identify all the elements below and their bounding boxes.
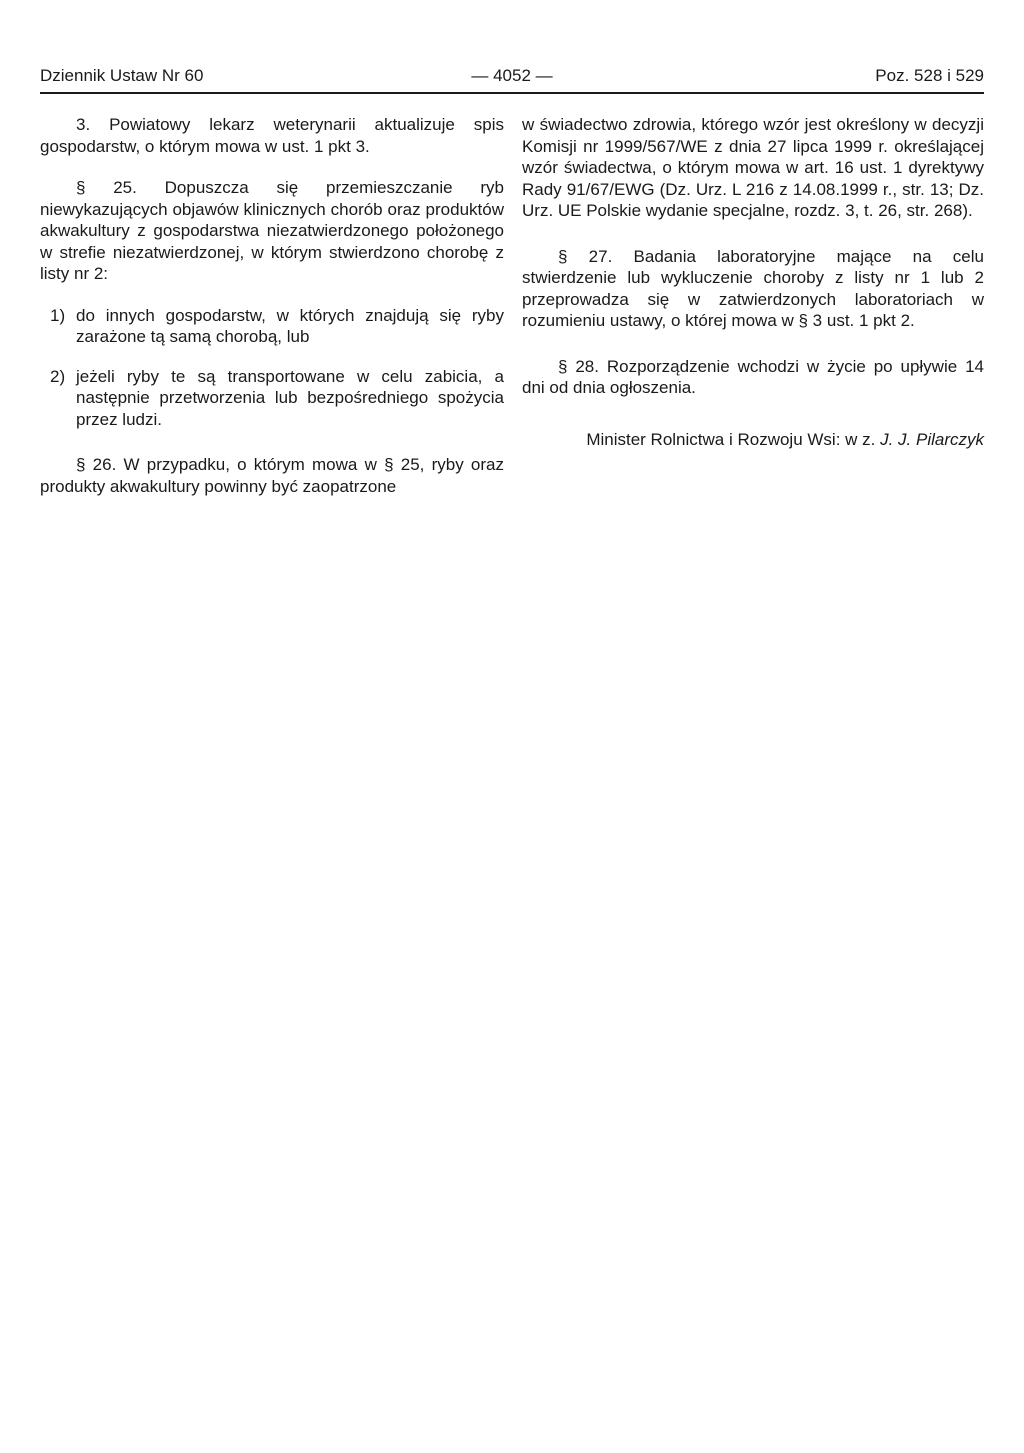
paragraph-section-27: § 27. Badania laboratoryjne mające na celu stwierdzenie lub wykluczenie choroby z listy nr 1 lub 2 przeprowadza się w zatwierdzonych laboratoriach w rozumieniu ustawy, o której mowa w § 3 ust. 1 pkt 2. — [522, 246, 984, 330]
signature-title: Minister Rolnictwa i Rozwoju Wsi: w z. — [586, 429, 881, 449]
paragraph-section-25: § 25. Dopuszcza się przemieszczanie ryb niewykazujących objawów klinicznych chorób oraz produktów akwakultury z gospodarstwa niezatwierdzonego położonego w strefie niezatwierdzonej, w którym stwierdzono chorobę z listy nr 2: — [40, 178, 504, 283]
left-column — [40, 114, 504, 517]
list-item — [40, 305, 504, 348]
signature-name: J. J. Pilarczyk — [880, 429, 984, 449]
right-column — [522, 114, 984, 450]
page-header — [40, 64, 984, 90]
position-number: Poz. 528 i 529 — [875, 66, 984, 85]
paragraph-section-26: § 26. W przypadku, o którym mowa w § 25, ryby oraz produkty akwakultury powinny być zaopatrzone — [40, 455, 504, 496]
journal-title: Dziennik Ustaw Nr 60 — [40, 66, 204, 85]
page-number: — 4052 — — [471, 66, 553, 85]
list-item-number: 1) — [50, 305, 66, 325]
paragraph-certificate: w świadectwo zdrowia, którego wzór jest określony w decyzji Komisji nr 1999/567/WE z dnia 27 lipca 1999 r. określającej wzór świadectwa, o którym mowa w art. 16 ust. 1 dyrektywy Rady 91/67/EWG (Dz. Urz. L 216 z 14.08.1999 r., str. 13; Dz. Urz. UE Polskie wydanie specjalne, rozdz. 3, t. 26, str. 268). — [522, 115, 984, 220]
list-item-number: 2) — [50, 366, 66, 386]
list-item — [40, 366, 504, 431]
list-item-text: do innych gospodarstw, w których znajdują się ryby zarażone tą samą chorobą, lub — [76, 305, 504, 346]
header-rule — [40, 92, 984, 94]
list-item-text: jeżeli ryby te są transportowane w celu zabicia, a następnie przetworzenia lub bezpośredniego spożycia przez ludzi. — [76, 366, 504, 429]
paragraph-section-28: § 28. Rozporządzenie wchodzi w życie po upływie 14 dni od dnia ogłoszenia. — [522, 356, 984, 397]
paragraph-ust-3: 3. Powiatowy lekarz weterynarii aktualizuje spis gospodarstw, o którym mowa w ust. 1 pkt 3. — [40, 115, 504, 156]
signature-block — [522, 429, 984, 451]
